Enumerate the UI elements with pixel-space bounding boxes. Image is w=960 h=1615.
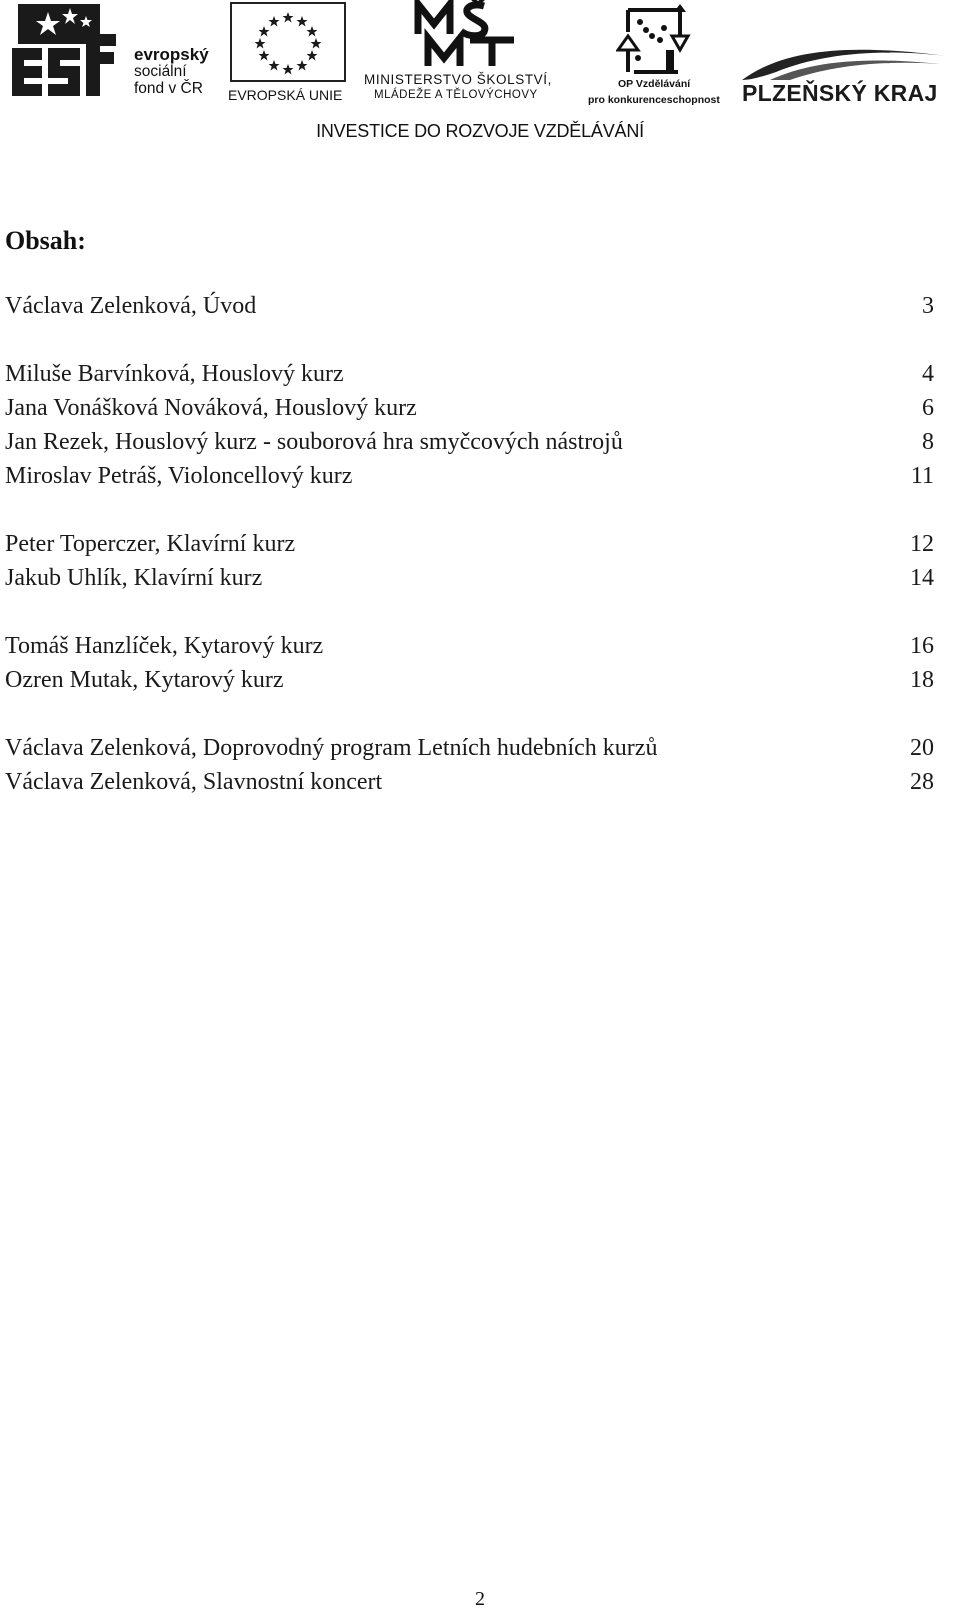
esf-logo [8,4,218,104]
toc-entry-page: 18 [910,667,934,693]
esf-line: sociální [134,63,187,80]
toc-entry-title: Václava Zelenková, Úvod [5,293,257,319]
toc-group [5,733,934,801]
esf-line: evropský [134,45,209,64]
toc-entry-page: 20 [910,735,934,761]
msmt-mark-icon [414,0,524,70]
toc-entry-page: 12 [910,531,934,557]
toc-entry-title: Václava Zelenková, Slavnostní koncert [5,769,383,795]
toc-entry-title: Václava Zelenková, Doprovodný program Letních hudebních kurzů [5,735,658,761]
table-of-contents [5,291,934,835]
toc-entry[interactable] [5,733,934,767]
toc-entry[interactable] [5,529,934,563]
eu-logo [228,2,356,104]
toc-entry-title: Jan Rezek, Houslový kurz - souborová hra smyčcových nástrojů [5,429,623,455]
eu-flag [230,2,346,82]
toc-entry-page: 16 [910,633,934,659]
toc-entry[interactable] [5,427,934,461]
toc-entry-title: Jakub Uhlík, Klavírní kurz [5,565,263,591]
plzensky-kraj-logo [740,40,950,110]
toc-entry[interactable] [5,359,934,393]
toc-entry-page: 8 [922,429,934,455]
toc-entry-title: Ozren Mutak, Kytarový kurz [5,667,284,693]
toc-entry[interactable] [5,563,934,597]
esf-mark-icon [8,4,130,104]
msmt-line2: MLÁDEŽE A TĚLOVÝCHOVY [374,89,538,101]
msmt-line1: MINISTERSTVO ŠKOLSTVÍ, [364,72,552,87]
toc-entry[interactable] [5,631,934,665]
op-line2: pro konkurenceschopnost [588,94,720,106]
op-line1: OP Vzdělávání [618,78,691,90]
toc-entry-title: Jana Vonášková Nováková, Houslový kurz [5,395,417,421]
tagline: INVESTICE DO ROZVOJE VZDĚLÁVÁNÍ [316,121,644,141]
toc-entry[interactable] [5,767,934,801]
toc-entry-page: 28 [910,769,934,795]
toc-entry-title: Tomáš Hanzlíček, Kytarový kurz [5,633,324,659]
toc-entry-page: 3 [922,293,934,319]
toc-entry-page: 14 [910,565,934,591]
toc-entry-title: Miroslav Petráš, Violoncellový kurz [5,463,353,489]
swoosh-icon [740,40,950,84]
toc-entry[interactable] [5,393,934,427]
toc-title: Obsah: [5,226,86,255]
eu-stars-icon [232,4,344,80]
toc-entry-title: Miluše Barvínková, Houslový kurz [5,361,344,387]
kraj-label: PLZEŇSKÝ KRAJ [742,80,938,106]
eu-label: EVROPSKÁ UNIE [228,87,343,103]
toc-entry-page: 6 [922,395,934,421]
toc-entry-page: 4 [922,361,934,387]
toc-group [5,359,934,495]
toc-entry-title: Peter Toperczer, Klavírní kurz [5,531,296,557]
toc-group [5,631,934,699]
toc-group [5,529,934,597]
op-vk-mark-icon [616,2,696,76]
msmt-logo [364,0,578,106]
toc-group [5,291,934,325]
esf-line: fond v ČR [134,80,203,97]
logo-banner [0,0,960,150]
page-number: 2 [475,1588,485,1610]
toc-entry[interactable] [5,665,934,699]
toc-entry[interactable] [5,291,934,325]
toc-entry-page: 11 [910,463,934,489]
esf-text [134,46,209,97]
toc-entry[interactable] [5,461,934,495]
op-vk-logo [588,2,736,106]
